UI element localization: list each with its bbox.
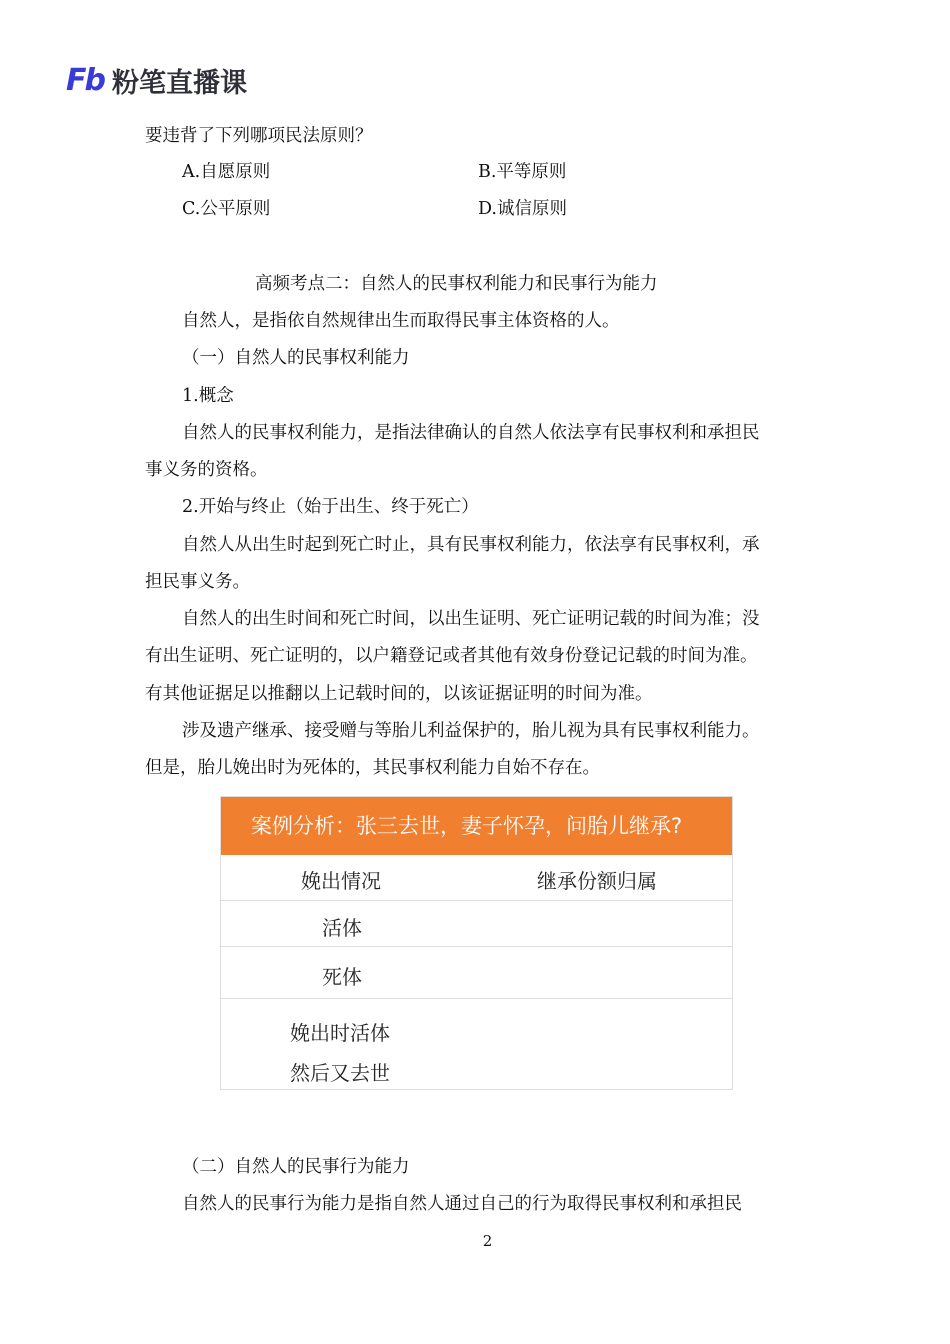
option-a: A.自愿原则 <box>182 162 271 182</box>
option-c: C.公平原则 <box>182 199 271 219</box>
row-label-alive: 活体 <box>322 916 362 940</box>
question-stem: 要违背了下列哪项民法原则？ <box>145 126 373 146</box>
table-row <box>221 999 732 1089</box>
subheading-1: （一）自然人的民事权利能力 <box>182 348 410 368</box>
page-number: 2 <box>482 1232 493 1250</box>
row-label-alive-then-died-line-2: 然后又去世 <box>290 1061 390 1085</box>
option-b: B.平等原则 <box>478 162 567 182</box>
table-row <box>221 947 732 999</box>
row-label-dead: 死体 <box>322 965 362 989</box>
case-table-title: 案例分析：张三去世，妻子怀孕，问胎儿继承? <box>221 797 732 855</box>
brand-name: 粉笔直播课 <box>111 67 247 99</box>
fb-logo-icon: Fb <box>66 62 104 98</box>
table-header-row <box>221 855 732 901</box>
column-header-delivery: 娩出情况 <box>301 869 381 893</box>
paragraph-4-line-1: 涉及遗产继承、接受赠与等胎儿利益保护的，胎儿视为具有民事权利能力。 <box>182 721 760 741</box>
column-header-inheritance: 继承份额归属 <box>537 869 657 893</box>
paragraph-1-line-2: 事义务的资格。 <box>145 460 268 480</box>
paragraph-3-line-2: 有出生证明、死亡证明的，以户籍登记或者其他有效身份登记记载的时间为准。 <box>145 646 758 666</box>
item-1-heading: 1.概念 <box>182 386 234 406</box>
paragraph-5-line-1: 自然人的民事行为能力是指自然人通过自己的行为取得民事权利和承担民 <box>182 1194 742 1214</box>
table-row <box>221 901 732 947</box>
subheading-2: （二）自然人的民事行为能力 <box>182 1157 410 1177</box>
paragraph-2-line-1: 自然人从出生时起到死亡时止，具有民事权利能力，依法享有民事权利，承 <box>182 535 760 555</box>
section-title: 高频考点二：自然人的民事权利能力和民事行为能力 <box>255 274 658 294</box>
paragraph-3-line-3: 有其他证据足以推翻以上记载时间的，以该证据证明的时间为准。 <box>145 684 653 704</box>
case-analysis-table <box>220 796 733 1090</box>
paragraph-1-line-1: 自然人的民事权利能力，是指法律确认的自然人依法享有民事权利和承担民 <box>182 423 760 443</box>
row-label-alive-then-died-line-1: 娩出时活体 <box>290 1021 390 1045</box>
paragraph-4-line-2: 但是，胎儿娩出时为死体的，其民事权利能力自始不存在。 <box>145 758 600 778</box>
paragraph-3-line-1: 自然人的出生时间和死亡时间，以出生证明、死亡证明记载的时间为准；没 <box>182 609 760 629</box>
brand-logo <box>66 62 247 98</box>
definition-text: 自然人，是指依自然规律出生而取得民事主体资格的人。 <box>182 311 620 331</box>
option-d: D.诚信原则 <box>478 199 567 219</box>
item-2-heading: 2.开始与终止（始于出生、终于死亡） <box>182 497 479 517</box>
paragraph-2-line-2: 担民事义务。 <box>145 572 250 592</box>
